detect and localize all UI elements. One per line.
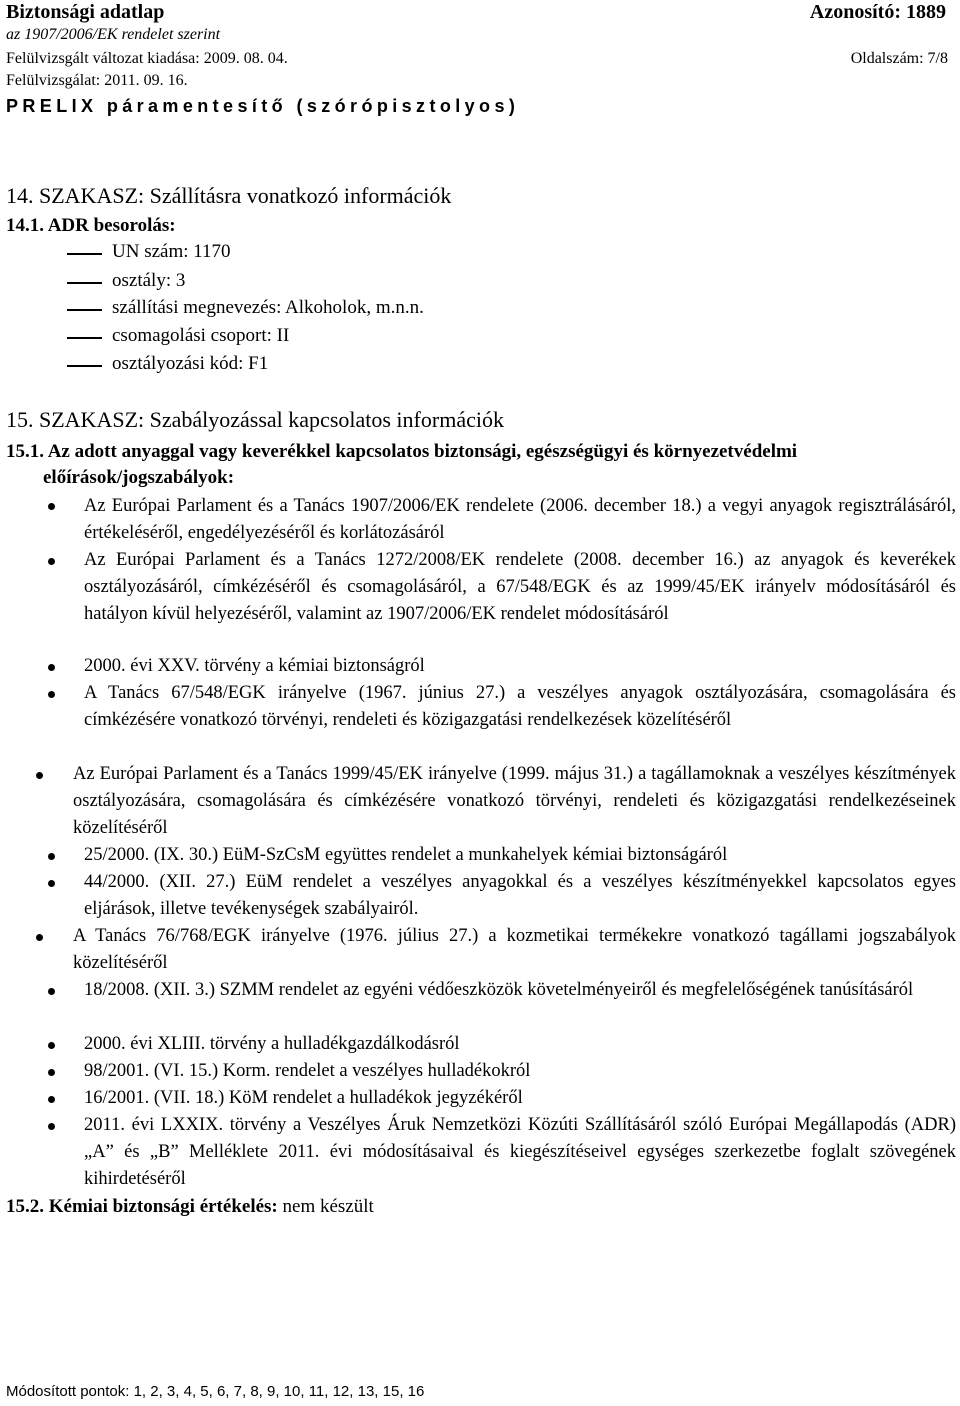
regulation-item: 16/2001. (VII. 18.) KöM rendelet a hulladékok jegyzékéről <box>84 1088 523 1108</box>
bullet-icon <box>48 1096 55 1103</box>
product-name: PRELIX páramentesítő (szórópisztolyos) <box>6 96 520 116</box>
section-14-1-heading: 14.1. ADR besorolás: <box>6 215 176 236</box>
regulation-item: 25/2000. (IX. 30.) EüM-SzCsM együttes rendelet a munkahelyek kémiai biztonságáról <box>84 845 728 865</box>
bullet-icon <box>48 503 55 510</box>
bullet-icon <box>48 1069 55 1076</box>
revision-issue: Felülvizsgált változat kiadása: 2009. 08. 04. <box>6 50 288 67</box>
revision-date: Felülvizsgálat: 2011. 09. 16. <box>6 72 188 89</box>
document-title: Biztonsági adatlap <box>6 1 165 23</box>
regulation-item: Az Európai Parlament és a Tanács 1907/2006/EK rendelete (2006. december 18.) a vegyi anyagok regisztrálásáról, értékeléséről, engedélyezéséről és korlátozásáról <box>84 496 956 543</box>
page-number: Oldalszám: 7/8 <box>850 50 948 67</box>
regulation-item: 44/2000. (XII. 27.) EüM rendelet a veszélyes anyagokkal és a veszélyes készítményekkel kapcsolatos egyes eljárások, illetve tevékenységek szabályairól. <box>84 872 956 919</box>
bullet-icon <box>36 772 43 779</box>
bullet-icon <box>48 1042 55 1049</box>
section-15-2 <box>6 1196 374 1218</box>
modified-points: Módosított pontok: 1, 2, 3, 4, 5, 6, 7, 8, 9, 10, 11, 12, 13, 15, 16 <box>6 1383 425 1400</box>
regulation-item: 2011. évi LXXIX. törvény a Veszélyes Áruk Nemzetközi Közúti Szállításáról szóló Európai Megállapodás (ADR) „A” és „B” Melléklete 2011. évi módosításaival és kiegészítéseivel egységes szerkezetbe foglalt szövegének kihirdetéséről <box>84 1115 956 1189</box>
assessment-value: nem készült <box>282 1196 374 1217</box>
document-identifier: Azonosító: 1889 <box>809 1 946 23</box>
regulation-item: 2000. évi XXV. törvény a kémiai biztonságról <box>84 656 425 676</box>
bullet-icon <box>48 880 55 887</box>
adr-item-class: osztály: 3 <box>112 270 186 291</box>
adr-item-packing-group: csomagolási csoport: II <box>112 325 290 346</box>
bullet-icon <box>48 988 55 995</box>
section-15-1-heading-line2: előírások/jogszabályok: <box>43 467 235 488</box>
regulation-item: 98/2001. (VI. 15.) Korm. rendelet a veszélyes hulladékokról <box>84 1061 531 1081</box>
section-14-heading: 14. SZAKASZ: Szállításra vonatkozó információk <box>6 183 452 208</box>
bullet-icon <box>48 558 55 565</box>
regulation-item: 2000. évi XLIII. törvény a hulladékgazdálkodásról <box>84 1034 460 1054</box>
regulation-item: Az Európai Parlament és a Tanács 1272/2008/EK rendelete (2008. december 16.) az anyagok és keverékek osztályozásáról, címkézéséről és csomagolásáról, a 67/548/EGK és az 1999/45/EK irányelv módosításáról és hatályon kívül helyezéséről, valamint az 1907/2006/EK rendelet módosításáról <box>84 550 956 624</box>
bullet-icon <box>36 934 43 941</box>
section-15-heading: 15. SZAKASZ: Szabályozással kapcsolatos információk <box>6 407 504 432</box>
regulation-item: Az Európai Parlament és a Tanács 1999/45/EK irányelve (1999. május 31.) a tagállamoknak a veszélyes készítmények osztályozására, csomagolására és címkézésére vonatkozó törvényi, rendeleti és közigazgatási rendelkezéseinek közelítéséről <box>73 764 956 838</box>
adr-item-shipping-name: szállítási megnevezés: Alkoholok, m.n.n. <box>112 297 424 318</box>
bullet-icon <box>48 853 55 860</box>
adr-item-un-number: UN szám: 1170 <box>112 241 231 262</box>
bullet-icon <box>48 1123 55 1130</box>
regulation-item: A Tanács 76/768/EGK irányelve (1976. július 27.) a kozmetikai termékekre vonatkozó tagállami jogszabályok közelítéséről <box>73 926 956 973</box>
assessment-label: 15.2. Kémiai biztonsági értékelés: <box>6 1196 278 1217</box>
adr-item-classification-code: osztályozási kód: F1 <box>112 353 269 374</box>
regulation-reference: az 1907/2006/EK rendelet szerint <box>6 26 221 43</box>
bullet-icon <box>48 691 55 698</box>
regulation-item: 18/2008. (XII. 3.) SZMM rendelet az egyéni védőeszközök követelményeiről és megfelelőségének tanúsításáról <box>84 980 914 1000</box>
regulation-item: A Tanács 67/548/EGK irányelve (1967. június 27.) a veszélyes anyagok osztályozására, csomagolására és címkézésére vonatkozó törvényi, rendeleti és közigazgatási rendelkezések közelítéséről <box>84 683 956 730</box>
bullet-icon <box>48 664 55 671</box>
section-15-1-heading-line1: 15.1. Az adott anyaggal vagy keverékkel kapcsolatos biztonsági, egészségügyi és környezetvédelmi <box>6 441 798 462</box>
